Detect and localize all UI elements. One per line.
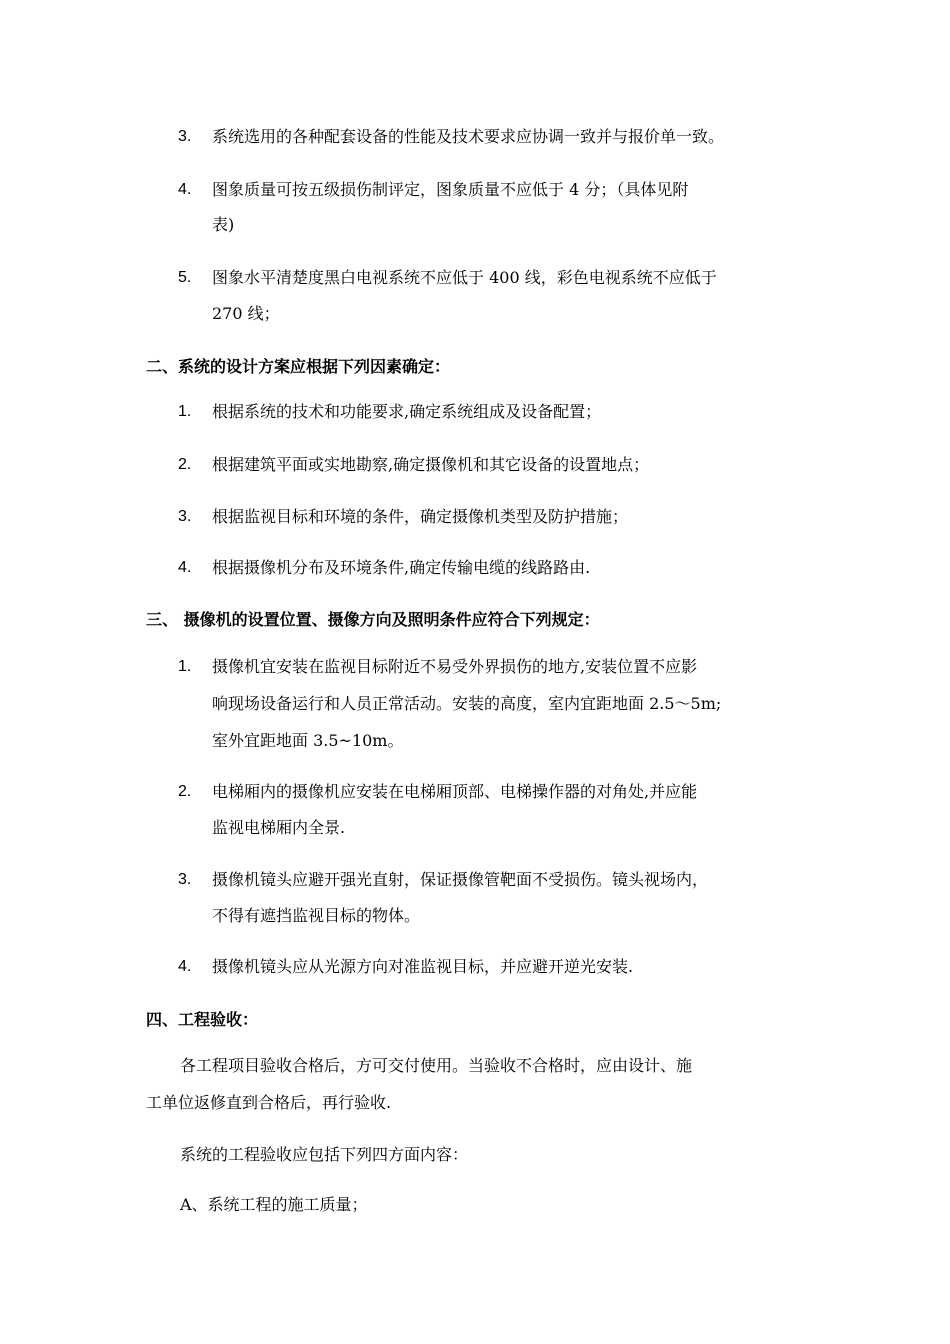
list-item-text: 监视电梯厢内全景. [212,818,346,837]
list-item-text: 摄像机宜安装在监视目标附近不易受外界损伤的地方,安装位置不应影 [212,657,698,676]
list-number: 1. [178,658,192,675]
paragraph-text: 各工程项目验收合格后，方可交付使用。当验收不合格时，应由设计、施 [180,1056,693,1075]
paragraph-text: A、系统工程的施工质量； [180,1195,368,1214]
list-number: 3. [178,508,192,525]
list-item-text: 根据监视目标和环境的条件，确定摄像机类型及防护措施； [212,507,629,526]
section-heading: 四、工程验收： [146,1010,259,1029]
list-item-text: 根据摄像机分布及环境条件,确定传输电缆的线路路由. [212,558,591,577]
list-number: 4. [178,559,192,576]
list-item-text: 根据建筑平面或实地勘察,确定摄像机和其它设备的设置地点； [212,455,650,474]
list-item-text: 室外宜距地面 3.5~10m。 [212,731,404,750]
list-item-text: 图象质量可按五级损伤制评定，图象质量不应低于 4 分；（具体见附 [212,180,689,199]
list-item-text: 系统选用的各种配套设备的性能及技术要求应协调一致并与报价单一致。 [212,127,725,146]
section-heading: 二、系统的设计方案应根据下列因素确定： [146,357,451,376]
paragraph-text: 系统的工程验收应包括下列四方面内容： [180,1145,469,1164]
list-item-text: 270 线； [212,304,280,323]
list-item-text: 响现场设备运行和人员正常活动。安装的高度，室内宜距地面 2.5～5m; [212,694,722,713]
section-heading: 三、 摄像机的设置位置、摄像方向及照明条件应符合下列规定： [146,610,600,629]
list-number: 2. [178,783,192,800]
list-number: 4. [178,181,192,198]
list-item-text: 表) [212,215,235,234]
list-number: 5. [178,269,192,286]
list-item-text: 图象水平清楚度黑白电视系统不应低于 400 线，彩色电视系统不应低于 [212,268,717,287]
paragraph-text: 工单位返修直到合格后，再行验收. [146,1093,392,1112]
list-number: 1. [178,403,192,420]
list-item-text: 根据系统的技术和功能要求,确定系统组成及设备配置； [212,402,602,421]
list-number: 4. [178,958,192,975]
list-number: 3. [178,871,192,888]
list-item-text: 摄像机镜头应从光源方向对准监视目标，并应避开逆光安装. [212,957,634,976]
list-item-text: 不得有遮挡监视目标的物体。 [212,906,421,925]
list-number: 3. [178,128,192,145]
list-item-text: 电梯厢内的摄像机应安装在电梯厢顶部、电梯操作器的对角处,并应能 [212,782,698,801]
list-item-text: 摄像机镜头应避开强光直射，保证摄像管靶面不受损伤。镜头视场内， [212,870,709,889]
list-number: 2. [178,456,192,473]
